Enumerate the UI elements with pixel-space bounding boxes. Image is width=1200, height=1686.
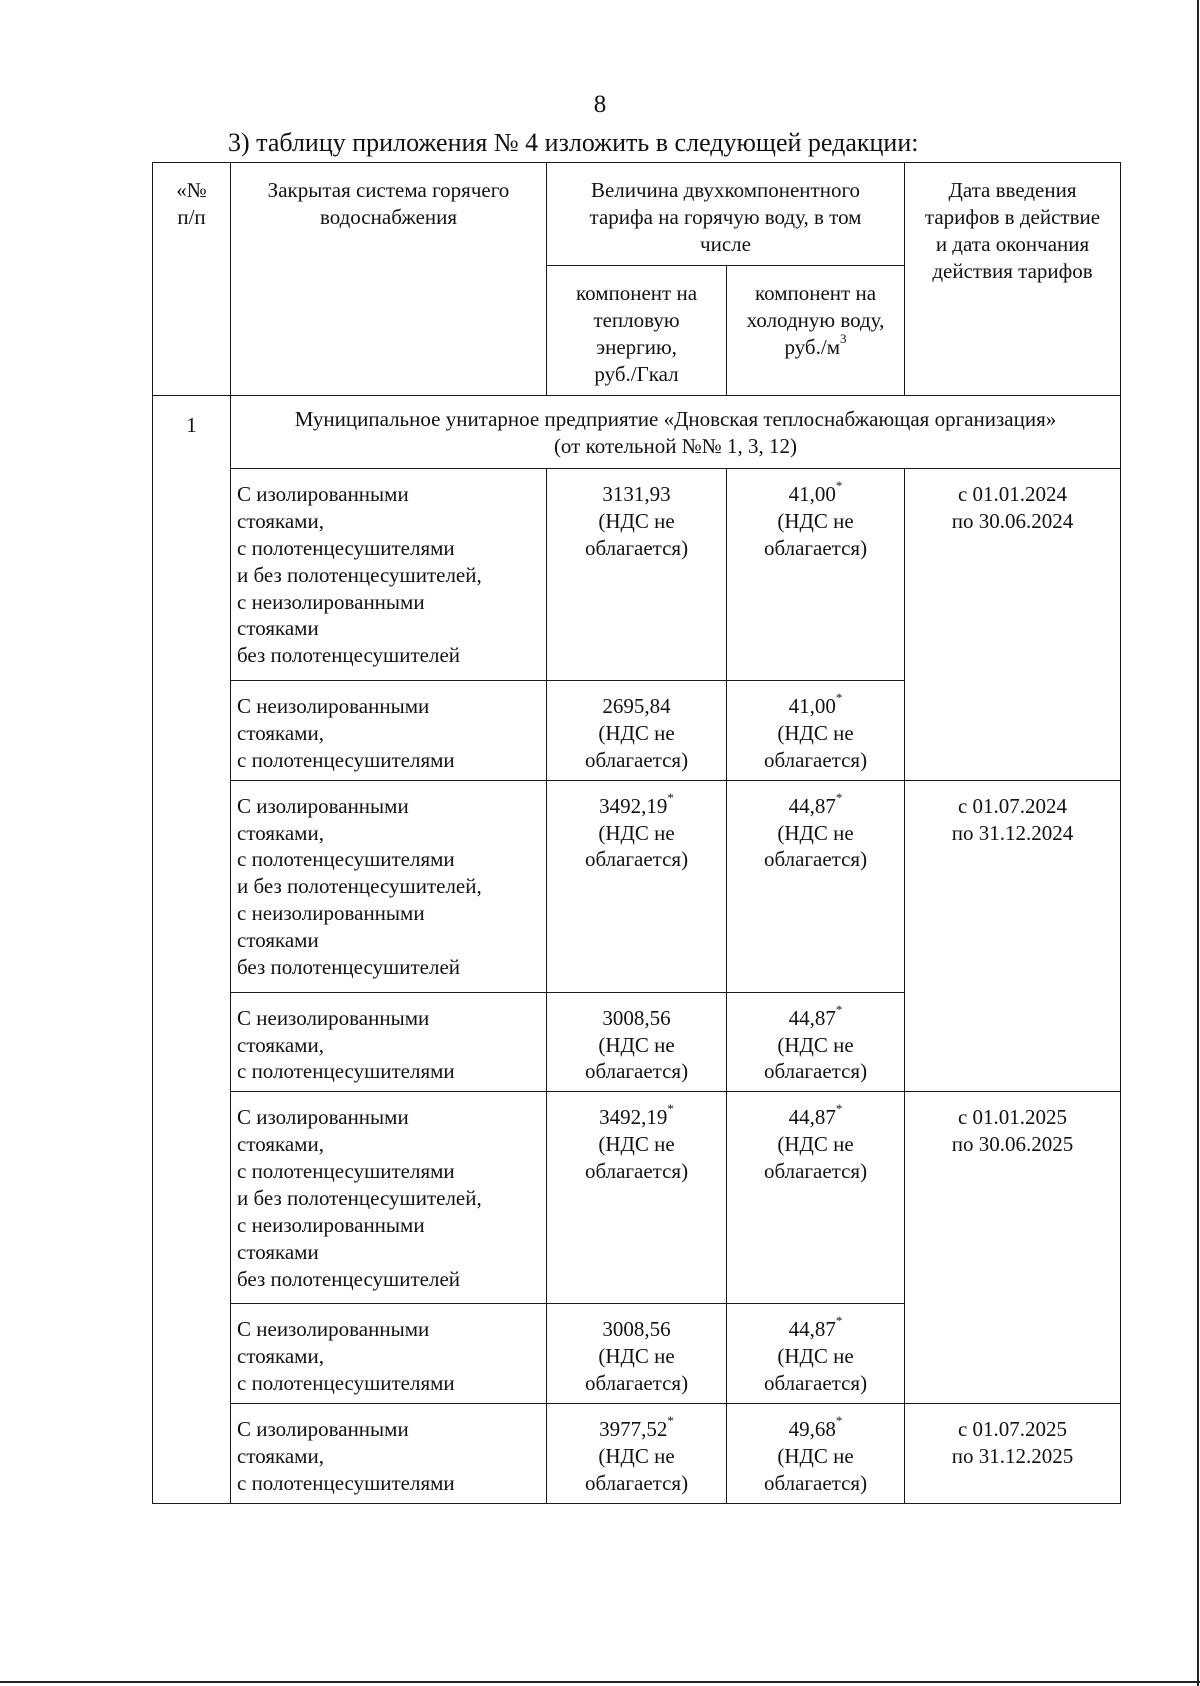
cold-component-value: 44,87* (НДС не облагается) xyxy=(727,1092,905,1304)
cold-component-value: 44,87* (НДС не облагается) xyxy=(727,780,905,992)
cold-component-value: 44,87* (НДС не облагается) xyxy=(727,1304,905,1404)
table-row xyxy=(153,780,1121,992)
heat-component-value: 3008,56 (НДС не облагается) xyxy=(547,992,727,1092)
heat-component-value: 3008,56 (НДС не облагается) xyxy=(547,1304,727,1404)
header-heat-component: компонент на тепловую энергию, руб./Гкал xyxy=(547,266,727,396)
intro-text: 3) таблицу приложения № 4 изложить в следующей редакции: xyxy=(228,128,919,157)
table-row xyxy=(153,1092,1121,1304)
cold-component-value: 44,87* (НДС не облагается) xyxy=(727,992,905,1092)
system-description: С неизолированными стояками, с полотенцесушителями xyxy=(231,681,547,781)
heat-component-value: 3492,19* (НДС не облагается) xyxy=(547,1092,727,1304)
organization-name: Муниципальное унитарное предприятие «Дновская теплоснабжающая организация» (от котельной №№ 1, 3, 12) xyxy=(231,396,1121,469)
header-row xyxy=(153,163,1121,266)
header-num: «№ п/п xyxy=(153,163,231,396)
tariff-period: с 01.01.2024 по 30.06.2024 xyxy=(905,469,1121,781)
heat-component-value: 3131,93 (НДС не облагается) xyxy=(547,469,727,681)
heat-component-value: 3977,52* (НДС не облагается) xyxy=(547,1403,727,1503)
cold-component-value: 49,68* (НДС не облагается) xyxy=(727,1403,905,1503)
heat-component-value: 3492,19* (НДС не облагается) xyxy=(547,780,727,992)
tariff-period: с 01.07.2025 по 31.12.2025 xyxy=(905,1403,1121,1503)
header-system: Закрытая система горячего водоснабжения xyxy=(231,163,547,396)
tariff-period: с 01.07.2024 по 31.12.2024 xyxy=(905,780,1121,1092)
system-description: С изолированными стояками, с полотенцесушителями xyxy=(231,1403,547,1503)
cold-component-value: 41,00* (НДС не облагается) xyxy=(727,469,905,681)
tariff-table xyxy=(152,162,1121,1504)
page-frame-bottom xyxy=(0,1681,1200,1683)
system-description: С неизолированными стояками, с полотенцесушителями xyxy=(231,992,547,1092)
system-description: С изолированными стояками, с полотенцесушителями и без полотенцесушителей, с неизолированными стояками без полотенцесушителей xyxy=(231,1092,547,1304)
page-number: 8 xyxy=(593,91,607,118)
table-row xyxy=(153,396,1121,469)
tariff-period: с 01.01.2025 по 30.06.2025 xyxy=(905,1092,1121,1404)
system-description: С неизолированными стояками, с полотенцесушителями xyxy=(231,1304,547,1404)
heat-component-value: 2695,84 (НДС не облагается) xyxy=(547,681,727,781)
header-cold-component: компонент на холодную воду, $руб./м^3$ xyxy=(727,266,905,396)
cold-component-value: 41,00* (НДС не облагается) xyxy=(727,681,905,781)
row-number: 1 xyxy=(153,396,231,1504)
table-row xyxy=(153,1403,1121,1503)
header-date: Дата введения тарифов в действие и дата окончания действия тарифов xyxy=(905,163,1121,396)
table-row xyxy=(153,469,1121,681)
page-frame-right xyxy=(1197,0,1199,1686)
system-description: С изолированными стояками, с полотенцесушителями и без полотенцесушителей, с неизолированными стояками без полотенцесушителей xyxy=(231,469,547,681)
system-description: С изолированными стояками, с полотенцесушителями и без полотенцесушителей, с неизолированными стояками без полотенцесушителей xyxy=(231,780,547,992)
header-tariff: Величина двухкомпонентного тарифа на горячую воду, в том числе xyxy=(547,163,905,266)
